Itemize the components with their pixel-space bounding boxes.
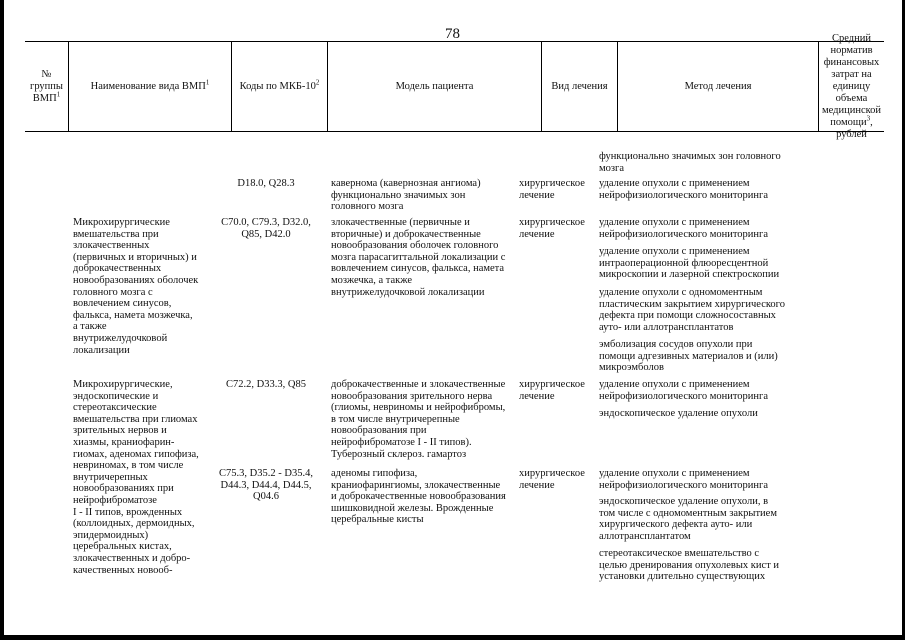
method-cell: эндоскопическое удаление опухоли, в том числе с одномоментным закрытием хирургического дефекта ауто- или аллотрансплантатом xyxy=(599,496,777,542)
method-cell: стереотаксическое вмешательство с целью дренирования опухолевых кист и установки длительно существующих xyxy=(599,548,780,583)
codes-cell: C75.3, D35.2 - D35.4, D44.3, D44.4, D44.5, Q04.6 xyxy=(219,468,313,503)
codes-cell: C70.0, C79.3, D32.0, Q85, D42.0 xyxy=(221,217,311,240)
codes-cell: D18.0, Q28.3 xyxy=(237,178,295,189)
footnote-marker: 1 xyxy=(205,78,210,86)
model-cell: кавернома (кавернозная ангиома) функционально значимых зон головного мозга xyxy=(331,178,481,213)
method-cell: удаление опухоли с применением нейрофизиологического мониторинга xyxy=(599,379,769,402)
vmp-name-cell: Микрохирургические вмешательства при злокачественных (первичных и вторичных) и доброкачественных новообразованиях оболочек головного мозга с вовлечением синусов, фалькса, намета мозжечка, а также внутрижелудочковой локализации xyxy=(73,217,199,356)
model-cell: аденомы гипофиза, краниофарингиомы, злокачественные и доброкачественные новообразования шишковидной железы. Врожденные церебральные кисты xyxy=(331,468,506,526)
treatment-type-cell: хирургическое лечение xyxy=(519,217,585,240)
treatment-type-cell: хирургическое лечение xyxy=(519,468,585,491)
header-name-label: Наименование вида ВМП xyxy=(90,80,206,92)
method-cell: эндоскопическое удаление опухоли xyxy=(599,408,758,419)
page-number: 78 xyxy=(445,26,460,42)
method-cell: удаление опухоли с одномоментным пластическим закрытием хирургического дефекта при помощи сложносоставных ауто- или аллотрансплантатов xyxy=(599,287,785,333)
footnote-marker: 1 xyxy=(56,90,61,98)
vmp-name-cell: Микрохирургические, эндоскопические и стереотаксические вмешательства при глиомах зрительных нервов и хиазмы, краниофарин- гиомах, аденомах гипофиза, невриномах, в том числе внутричерепных новообразованиях при нейрофиброматозе I - II типов, врожденных (коллоидных, дермоидных, эпидермоидных) церебральных кистах, злокачественных и добро- качественных новооб- xyxy=(73,379,199,576)
header-name xyxy=(69,42,232,131)
codes-cell: C72.2, D33.3, Q85 xyxy=(226,379,306,390)
header-method-label: Метод лечения xyxy=(684,80,752,92)
treatment-type-cell: хирургическое лечение xyxy=(519,379,585,402)
footnote-marker: 2 xyxy=(315,78,320,86)
method-cell: удаление опухоли с применением интраоперационной флюоресцентной микроскопии и лазерной спектроскопии xyxy=(599,246,780,281)
header-cost xyxy=(819,32,884,140)
scan-edge-bottom xyxy=(0,635,905,640)
method-cell: удаление опухоли с применением нейрофизиологического мониторинга xyxy=(599,468,769,491)
header-cost-label: Средний норматив финансовых затрат на единицу объема медицинской помощи xyxy=(821,32,882,128)
footnote-marker: 3 xyxy=(866,114,871,122)
model-cell: доброкачественные и злокачественные новообразования зрительного нерва (глиомы, невриномы и нейрофибромы, в том числе внутричерепные новообразования при нейрофиброматозе I - II типов). Туберозный склероз. гамартоз xyxy=(331,379,506,460)
header-type-label: Вид лечения xyxy=(551,80,608,92)
header-codes xyxy=(232,42,328,131)
model-cell: злокачественные (первичные и вторичные) и доброкачественные новообразования оболочек головного мозга парасагиттальной локализации с вовлечением синусов, фалькса, намета мозжечка, а также внутрижелудочковой локализации xyxy=(331,217,506,298)
header-type xyxy=(542,42,618,131)
header-cost-unit: , рублей xyxy=(836,116,873,140)
header-group-no-label: № группы ВМП xyxy=(30,68,63,104)
method-cell: удаление опухоли с применением нейрофизиологического мониторинга xyxy=(599,217,769,240)
method-cell: удаление опухоли с применением нейрофизиологического мониторинга xyxy=(599,178,769,201)
header-model xyxy=(328,42,542,131)
method-cell: эмболизация сосудов опухоли при помощи адгезивных материалов и (или) микроэмболов xyxy=(599,339,778,374)
method-cell: функционально значимых зон головного мозга xyxy=(599,151,781,174)
header-model-label: Модель пациента xyxy=(395,80,474,92)
scan-edge-left xyxy=(0,0,4,640)
treatment-type-cell: хирургическое лечение xyxy=(519,178,585,201)
header-group-no xyxy=(25,42,69,131)
header-codes-label: Коды по МКБ-10 xyxy=(239,80,316,92)
header-method xyxy=(618,42,819,131)
